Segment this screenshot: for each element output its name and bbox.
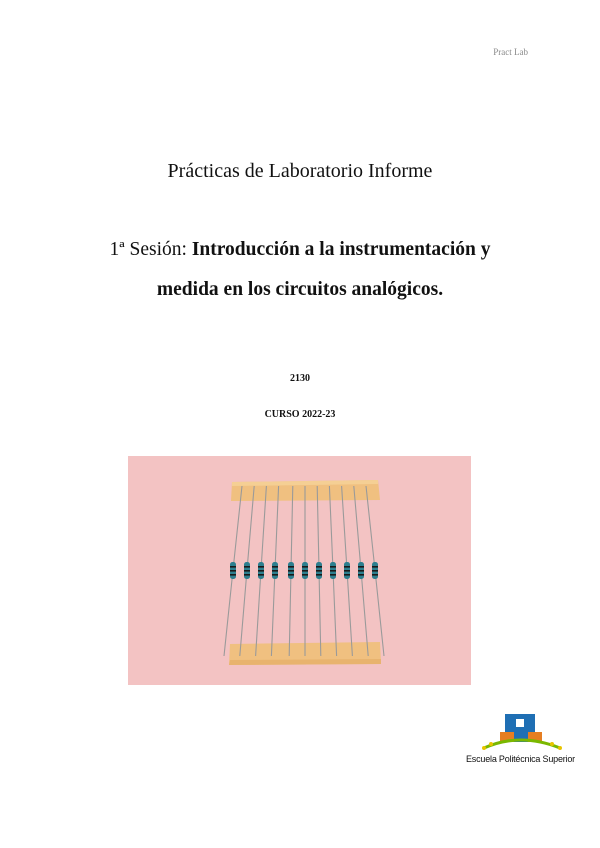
resistor-band [302,570,308,572]
resistor-band [272,570,278,572]
resistor-band [288,566,294,568]
logo-text: Escuela Politécnica Superior [466,754,575,764]
resistor-band [258,570,264,572]
resistor-band [344,574,350,576]
resistor-band [302,574,308,576]
resistor-band [302,566,308,568]
resistor-band [258,574,264,576]
resistor-band [288,570,294,572]
resistor-band [372,566,378,568]
resistor-band [330,566,336,568]
resistors-photo [128,456,471,685]
resistor-band [372,574,378,576]
resistor-band [358,570,364,572]
resistor-band [316,566,322,568]
header-note: Pract Lab [493,47,528,57]
resistor-band [344,570,350,572]
resistor-band [316,570,322,572]
resistor-band [230,570,236,572]
resistor-band [372,570,378,572]
resistor-band [330,570,336,572]
session-prefix: 1ª Sesión: [109,239,192,260]
session-topic-line2: medida en los circuitos analógicos. [156,279,444,300]
resistor-band [230,566,236,568]
resistor-band [272,566,278,568]
resistor-band [244,570,250,572]
resistor-band [288,574,294,576]
resistor-band [244,574,250,576]
session-subtitle [60,230,540,310]
resistor-band [358,566,364,568]
document-title: Prácticas de Laboratorio Informe [167,160,433,182]
resistor-band [316,574,322,576]
resistor-band [358,574,364,576]
resistor-band [244,566,250,568]
resistor-band [230,574,236,576]
session-topic-line1: Introducción a la instrumentación y [191,239,491,260]
course-year: CURSO 2022-23 [264,409,336,420]
resistor-band [258,566,264,568]
resistor-band [272,574,278,576]
resistor-band [344,566,350,568]
group-code: 2130 [290,373,310,384]
resistor-band [330,574,336,576]
